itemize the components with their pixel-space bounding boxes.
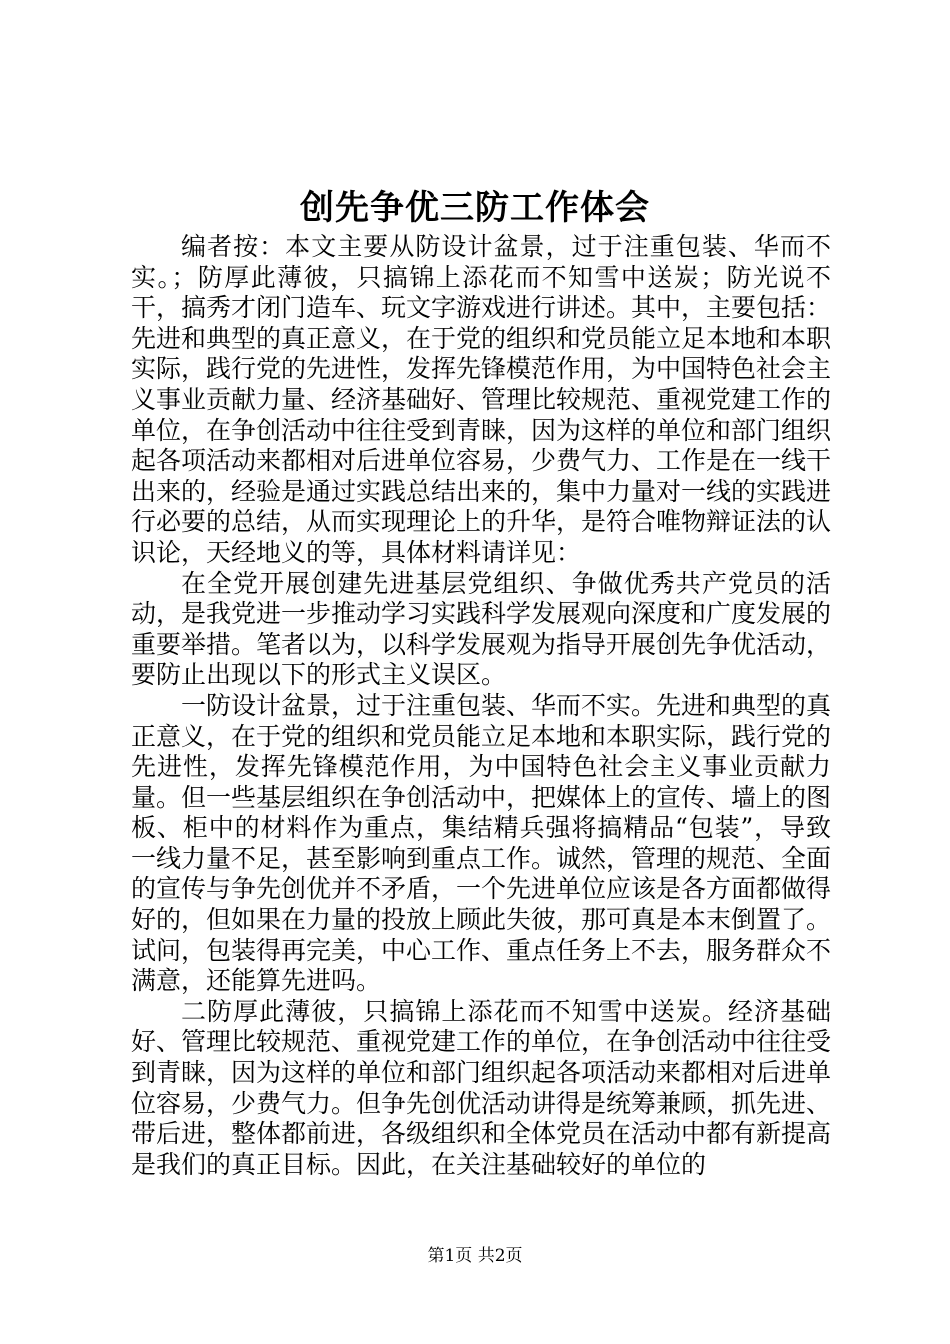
- editor-note-paragraph: 编者按：本文主要从防设计盆景，过于注重包装、华而不实。；防厚此薄彼，只搞锦上添花而不知雪中送炭；防光说不干，搞秀才闭门造车、玩文字游戏进行讲述。其中，主要包括：先进和典型的真正意义，在于党的组织和党员能立足本地和本职实际，践行党的先进性，发挥先锋模范作用，为中国特色社会主义事业贡献力量、经济基础好、管理比较规范、重视党建工作的单位，在争创活动中往往受到青睐，因为这样的单位和部门组织起各项活动来都相对后进单位容易，少费气力、工作是在一线干出来的，经验是通过实践总结出来的，集中力量对一线的实践进行必要的总结，从而实现理论上的升华，是符合唯物辩证法的认识论，天经地义的等，具体材料请详见：: [131, 232, 832, 567]
- document-body: [131, 232, 831, 1180]
- intro-paragraph: 在全党开展创建先进基层党组织、争做优秀共产党员的活动，是我党进一步推动学习实践科学发展观向深度和广度发展的重要举措。笔者以为，以科学发展观为指导开展创先争优活动，要防止出现以下的形式主义误区。: [131, 568, 832, 690]
- second-point-paragraph: 二防厚此薄彼，只搞锦上添花而不知雪中送炭。经济基础好、管理比较规范、重视党建工作的单位，在争创活动中往往受到青睐，因为这样的单位和部门组织起各项活动来都相对后进单位容易，少费气力。但争先创优活动讲得是统筹兼顾，抓先进、带后进，整体都前进，各级组织和全体党员在活动中都有新提高是我们的真正目标。因此，在关注基础较好的单位的: [131, 996, 832, 1179]
- page-number-footer: 第1页 共2页: [427, 1246, 523, 1266]
- document-title: 创先争优三防工作体会: [300, 188, 650, 228]
- first-point-paragraph: 一防设计盆景，过于注重包装、华而不实。先进和典型的真正意义，在于党的组织和党员能立足本地和本职实际，践行党的先进性，发挥先锋模范作用，为中国特色社会主义事业贡献力量。但一些基层组织在争创活动中，把媒体上的宣传、墙上的图板、柜中的材料作为重点，集结精兵强将搞精品“包装”，导致一线力量不足，甚至影响到重点工作。诚然，管理的规范、全面的宣传与争先创优并不矛盾，一个先进单位应该是各方面都做得好的，但如果在力量的投放上顾此失彼，那可真是本末倒置了。试问，包装得再完美，中心工作、重点任务上不去，服务群众不满意，还能算先进吗。: [131, 690, 832, 996]
